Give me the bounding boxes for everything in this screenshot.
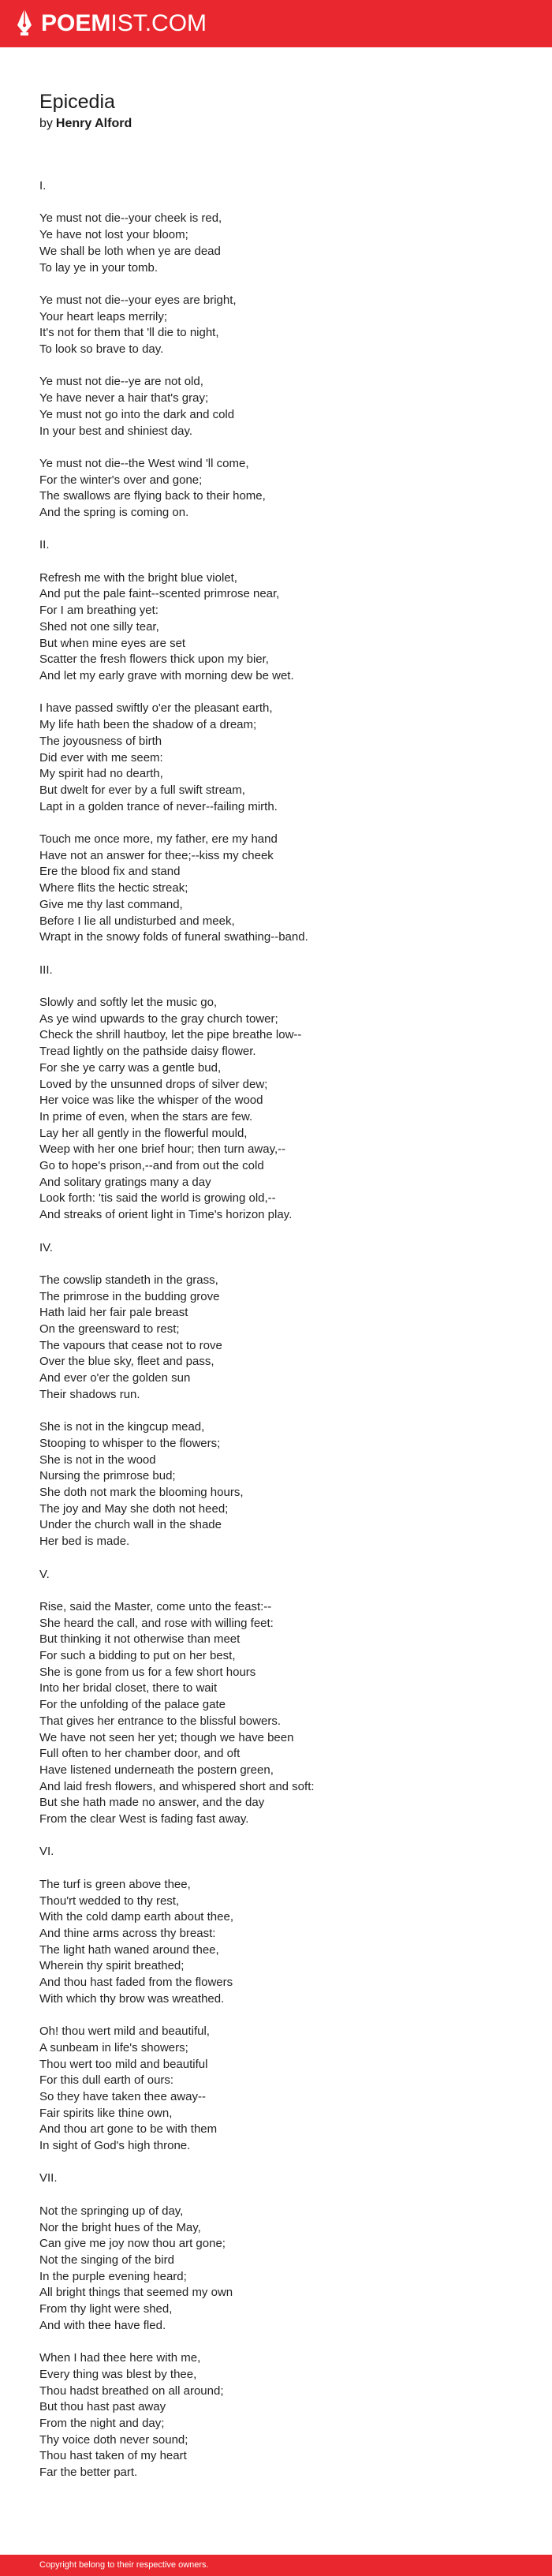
poem-line: Not the springing up of day, [39,2204,184,2218]
poem-line: Ye must not die--your cheek is red, [39,211,222,226]
poem-line: Have listened underneath the postern green, [39,1763,274,1777]
poem-line: The vapours that cease not to rove [39,1338,222,1352]
stanza [39,2350,513,2481]
poem-line: We have not seen her yet; though we have been [39,1730,294,1744]
poem-line: Ye must not go into the dark and cold [39,407,235,421]
poem-line: Have not an answer for thee;--kiss my cheek [39,848,274,862]
poem-line: Thou hast taken of my heart [39,2449,187,2463]
poem-line: And streaks of orient light in Time's horizon play. [39,1208,293,1222]
section-numeral: I. [39,179,47,193]
poem-line: For the unfolding of the palace gate [39,1698,226,1712]
poem-line: Ye have not lost your bloom; [39,228,188,242]
poem-line: She heard the call, and rose with willing feet: [39,1616,274,1630]
poem-line: The cowslip standeth in the grass, [39,1273,218,1287]
poem-line: Ye must not die--the West wind 'll come, [39,456,249,470]
author-link[interactable]: Henry Alford [55,117,132,130]
poem-title: Epicedia [39,91,115,113]
poem-line: And thine arms across thy breast: [39,1926,216,1940]
poem-line: Rise, said the Master, come unto the feast:-- [39,1599,272,1613]
stanza [39,293,513,358]
poem-line: With the cold damp earth about thee, [39,1910,233,1924]
poem-line: Her bed is made. [39,1535,130,1549]
poem-line: Refresh me with the bright blue violet, [39,570,237,585]
poem-line: The turf is green above thee, [39,1877,191,1891]
poem-line: We shall be loth when ye are dead [39,244,221,258]
stanza [39,570,513,685]
stanza [39,2024,513,2155]
poem-line: Nor the bright hues of the May, [39,2220,201,2234]
poem-line: As ye wind upwards to the gray church tower; [39,1011,278,1026]
poem-line: And put the pale faint--scented primrose near, [39,587,280,601]
poem-section [39,963,513,1224]
poem-line: Stooping to whisper to the flowers; [39,1436,221,1450]
poem-line: Shed not one silly tear, [39,619,159,634]
poem-section [39,178,513,522]
poem-line: In the purple evening heard; [39,2269,187,2283]
section-numeral: VII. [39,2171,58,2185]
poem-line: Ye have never a hair that's gray; [39,391,209,406]
site-header [0,0,552,47]
poem-line: For such a bidding to put on her best, [39,1649,236,1663]
poem-line: Thy voice doth never sound; [39,2432,188,2447]
poem-line: For she ye carry was a gentle bud, [39,1060,222,1075]
poem-line: Thou wert too mild and beautiful [39,2057,208,2071]
poem-line: Their shadows run. [39,1387,140,1401]
poem-line: She is not in the wood [39,1453,156,1467]
poem-line: Tread lightly on the pathside daisy flower. [39,1045,256,1059]
poem-line: And let my early grave with morning dew be wet. [39,669,294,682]
poem-line: Not the singing of the bird [39,2253,174,2267]
poem-line: All bright things that seemed my own [39,2286,233,2300]
stanza [39,995,513,1224]
poem-line: Where flits the hectic streak; [39,881,188,895]
poem-section [39,1240,513,1550]
poem-line: For the winter's over and gone; [39,473,203,487]
poem-section [39,537,513,946]
byline [39,115,513,133]
poem-line: Scatter the fresh flowers thick upon my bier, [39,652,269,667]
section-numeral: IV. [39,1240,53,1254]
poem-line: But thinking it not otherwise than meet [39,1632,241,1647]
poem-line: Nursing the primrose bud; [39,1469,176,1483]
poem-line: To lay ye in your tomb. [39,260,159,275]
poem-line: In prime of even, when the stars are few. [39,1109,253,1123]
poem-line: Into her bridal closet, there to wait [39,1681,218,1696]
poem-body [39,178,513,2481]
poem-line: Ere the blood fix and stand [39,865,181,879]
poem-section [39,2170,513,2481]
poem-line: Ye must not die--your eyes are bright, [39,293,237,307]
poem-line: That gives her entrance to the blissful bowers. [39,1714,281,1728]
section-numeral: III. [39,963,53,977]
poem-line: My spirit had no dearth, [39,767,163,781]
poem-line: Before I lie all undisturbed and meek, [39,914,235,928]
poem-line: To look so brave to day. [39,342,164,356]
poem-line: But dwelt for ever by a full swift stream, [39,783,245,797]
section-numeral: V. [39,1567,50,1581]
poem-section [39,1567,513,1828]
stanza [39,456,513,522]
poem-line: The light hath waned around thee, [39,1942,219,1957]
poem-line: Oh! thou wert mild and beautiful, [39,2025,210,2039]
poem-line: Lapt in a golden trance of never--failing mirth. [39,799,278,813]
poem-line: Thou'rt wedded to thy rest, [39,1894,180,1908]
site-logo-link[interactable] [16,8,207,40]
poem-line: Go to hope's prison,--and from out the cold [39,1159,264,1173]
stanza [39,1419,513,1550]
poem-line: From the night and day; [39,2417,165,2430]
poem-line: Hath laid her fair pale breast [39,1306,188,1320]
stanza [39,2204,513,2335]
poem-line: Wrapt in the snowy folds of funeral swathing--band. [39,930,308,944]
poem-line: Your heart leaps merrily; [39,309,168,323]
poem-line: And solitary gratings many a day [39,1175,211,1189]
poem-line: On the greensward to rest; [39,1322,180,1337]
poem-line: The joyousness of birth [39,734,162,748]
poem-line: The primrose in the budding grove [39,1289,220,1303]
site-footer [0,2555,552,2576]
poem-line: Far the better part. [39,2466,138,2480]
stanza [39,1273,513,1404]
poem-line: My life hath been the shadow of a dream; [39,718,257,732]
poem-line: From thy light were shed, [39,2302,173,2316]
poem-line: She is not in the kingcup mead, [39,1420,205,1434]
poem-line: Over the blue sky, fleet and pass, [39,1355,214,1369]
poem-line: Her voice was like the whisper of the wood [39,1094,263,1108]
poem-line: Touch me once more, my father, ere my hand [39,832,278,846]
stanza [39,1599,513,1828]
poem-line: I have passed swiftly o'er the pleasant earth, [39,701,273,716]
poem-line: But thou hast past away [39,2400,166,2414]
poem-line: Weep with her one brief hour; then turn away,-- [39,1142,286,1157]
stanza [39,701,513,815]
logo-text-light: IST.COM [110,10,207,36]
poem-line: She is gone from us for a few short hours [39,1665,256,1679]
poem-line: Check the shrill hautboy, let the pipe breathe low-- [39,1028,302,1042]
section-numeral: II. [39,538,50,552]
poem-line: Lay her all gently in the flowerful mould, [39,1126,248,1140]
stanza [39,374,513,439]
logo-text-bold: POEM [41,10,111,36]
site-logo-text [41,12,207,36]
poem-line: In your best and shiniest day. [39,424,193,438]
poem-line: But she hath made no answer, and the day [39,1796,265,1810]
poem-line: Full often to her chamber door, and oft [39,1747,241,1761]
poem-line: And with thee have fled. [39,2318,166,2332]
byline-prefix: by [39,117,53,130]
poem-line: But when mine eyes are set [39,636,186,650]
stanza [39,211,513,276]
poem-line: And the spring is coming on. [39,506,189,519]
poem-line: Wherein thy spirit breathed; [39,1959,185,1973]
poem-line: Every thing was blest by thee, [39,2367,197,2381]
poem-line: The joy and May she doth not heed; [39,1501,229,1516]
poem-line: And thou hast faded from the flowers [39,1976,233,1990]
poem-line: The swallows are flying back to their home, [39,489,266,503]
poem-line: Slowly and softly let the music go, [39,996,218,1009]
poem-line: Thou hadst breathed on all around; [39,2383,224,2398]
poem-line: With which thy brow was wreathed. [39,1991,225,2006]
poem-line: Loved by the unsunned drops of silver dew; [39,1077,268,1091]
poem-line: And thou art gone to be with them [39,2122,218,2137]
poem-line: Ye must not die--ye are not old, [39,375,203,389]
main-content [39,90,513,2498]
poem-line: From the clear West is fading fast away. [39,1812,249,1826]
section-numeral: VI. [39,1845,54,1859]
poem-line: A sunbeam in life's showers; [39,2040,188,2054]
poem-line: For this dull earth of ours: [39,2073,174,2088]
poem-line: In sight of God's high throne. [39,2139,191,2153]
poem-line: Can give me joy now thou art gone; [39,2237,226,2251]
poem-line: Under the church wall in the shade [39,1518,222,1532]
poem-line: And ever o'er the golden sun [39,1371,191,1385]
copyright-notice: Copyright belong to their respective owners. [39,2560,209,2570]
poem-line: Give me thy last command, [39,897,183,911]
poem-line: Look forth: 'tis said the world is growing old,-- [39,1191,276,1206]
poem-line: So they have taken thee away-- [39,2089,206,2103]
pen-nib-icon [16,8,41,40]
poem-line: Did ever with me seem: [39,750,163,765]
poem-line: It's not for them that 'll die to night, [39,326,219,340]
poem-line: For I am breathing yet: [39,604,159,618]
stanza [39,1877,513,2008]
poem-line: Fair spirits like thine own, [39,2106,173,2120]
poem-section [39,1844,513,2154]
poem-line: She doth not mark the blooming hours, [39,1486,244,1500]
poem-line: When I had thee here with me, [39,2351,201,2365]
poem-line: And laid fresh flowers, and whispered short and soft: [39,1779,315,1793]
stanza [39,832,513,946]
